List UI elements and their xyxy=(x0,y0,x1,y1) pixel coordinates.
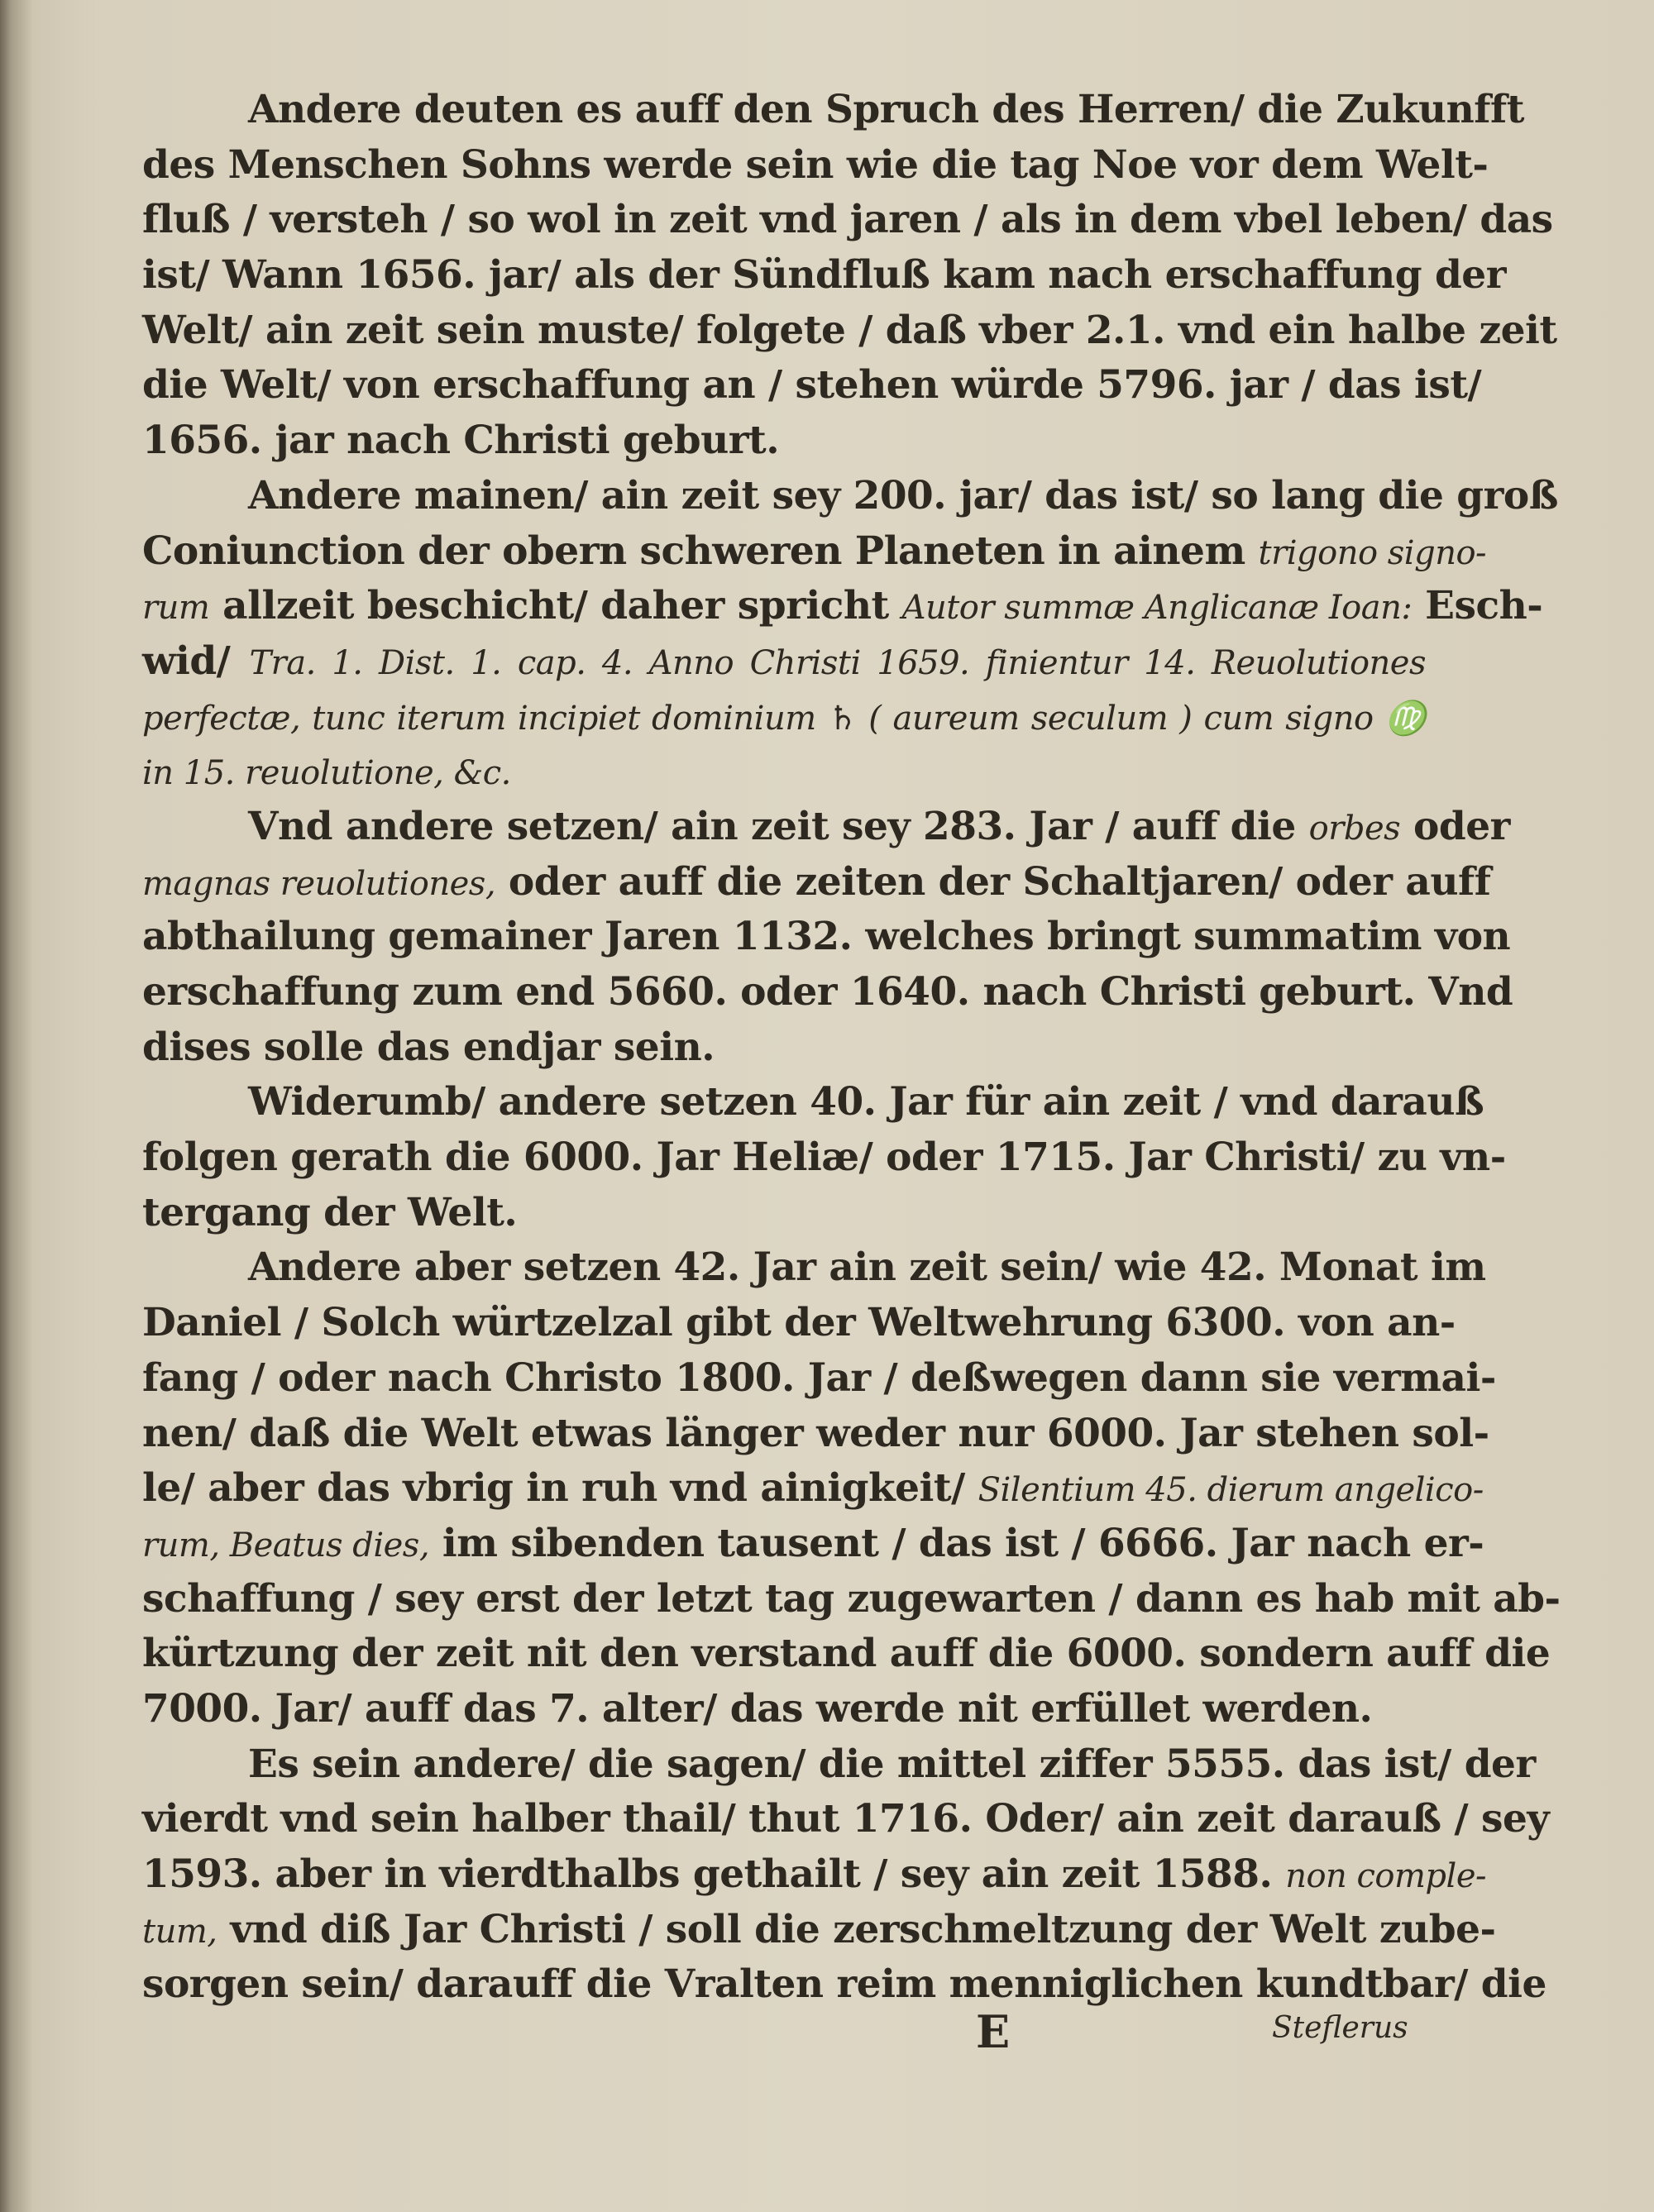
german-text: fang / oder nach Christo 1800. Jar / deßwegen dann sie vermai- xyxy=(142,1354,1496,1401)
text-line xyxy=(142,1572,1561,1627)
german-text: 7000. Jar/ auff das 7. alter/ das werde nit erfüllet werden. xyxy=(142,1685,1373,1732)
german-text: erschaffung zum end 5660. oder 1640. nach Christi geburt. Vnd xyxy=(142,969,1513,1015)
text-line xyxy=(142,413,1426,469)
latin-text: trigono signo- xyxy=(1258,533,1487,572)
text-line xyxy=(142,910,1511,965)
text-line xyxy=(142,1737,1536,1793)
german-text: die Welt/ von erschaffung an / stehen würde 5796. jar / das ist/ xyxy=(142,362,1482,408)
german-text: des Menschen Sohns werde sein wie die tag Noe vor dem Welt- xyxy=(142,141,1489,188)
latin-text: Silentium 45. dierum angelico- xyxy=(978,1471,1484,1510)
text-line xyxy=(142,855,1491,910)
german-text: vnd diß Jar Christi / soll die zerschmeltzung der Welt zube- xyxy=(217,1906,1496,1952)
latin-text: perfectæ, tunc iterum incipiet dominium ♄ ( aureum seculum ) cum signo ♍ xyxy=(142,699,1426,738)
text-line xyxy=(142,1461,1484,1517)
text-line xyxy=(142,303,1557,359)
text-line xyxy=(142,579,1543,634)
text-line xyxy=(142,690,1426,745)
text-line xyxy=(142,1903,1496,1958)
german-text: Welt/ ain zeit sein muste/ folgete / daß vber 2.1. vnd ein halbe zeit xyxy=(142,307,1557,353)
catchword: Steflerus xyxy=(1272,2011,1408,2045)
latin-text: non comple- xyxy=(1285,1857,1487,1895)
german-text: tergang der Welt. xyxy=(142,1189,518,1235)
german-text: 1656. jar nach Christi geburt. xyxy=(142,418,780,464)
german-text: Andere aber setzen 42. Jar ain zeit sein/ wie 42. Monat im xyxy=(248,1245,1486,1291)
signature-mark: E xyxy=(976,2005,1011,2058)
text-line xyxy=(142,1186,1426,1241)
german-text: fluß / versteh / so wol in zeit vnd jaren / als in dem vbel leben/ das xyxy=(142,197,1553,243)
text-line xyxy=(142,138,1489,193)
text-line xyxy=(142,1407,1489,1462)
latin-text: in 15. reuolutione, &c. xyxy=(142,754,511,793)
german-text: folgen gerath die 6000. Jar Heliæ/ oder 1715. Jar Christi/ zu vn- xyxy=(142,1135,1506,1181)
text-line xyxy=(142,1627,1551,1682)
text-line xyxy=(142,1075,1484,1130)
text-line xyxy=(142,634,1426,690)
german-text: Coniunction der obern schweren Planeten in ainem xyxy=(142,528,1259,574)
german-text: nen/ daß die Welt etwas länger weder nur 6000. Jar stehen sol- xyxy=(142,1410,1489,1456)
german-text: schaffung / sey erst der letzt tag zugewarten / dann es hab mit ab- xyxy=(142,1575,1561,1622)
text-line xyxy=(142,965,1513,1020)
german-text: oder auff die zeiten der Schaltjaren/ oder auff xyxy=(495,858,1491,905)
text-line xyxy=(142,1792,1550,1847)
text-line xyxy=(142,1847,1487,1903)
text-line xyxy=(142,1517,1484,1572)
german-text: kürtzung der zeit nit den verstand auff die 6000. sondern auff die xyxy=(142,1631,1551,1677)
text-line xyxy=(142,469,1558,524)
text-line xyxy=(142,1296,1456,1351)
german-text: 1593. aber in vierdthalbs gethailt / sey ain zeit 1588. xyxy=(142,1851,1286,1897)
text-line xyxy=(142,193,1553,248)
latin-text: Tra. 1. Dist. 1. cap. 4. Anno Christi 1659. finientur 14. Reuolutiones xyxy=(249,643,1426,682)
text-line xyxy=(142,83,1524,138)
german-text: le/ aber das vbrig in ruh vnd ainigkeit/ xyxy=(142,1465,978,1512)
text-body xyxy=(142,83,1561,2013)
text-line xyxy=(142,1957,1546,2013)
german-text: im sibenden tausent / das ist / 6666. Jar nach er- xyxy=(429,1520,1484,1566)
german-text: Esch- xyxy=(1412,583,1543,629)
german-text: vierdt vnd sein halber thail/ thut 1716. Oder/ ain zeit darauß / sey xyxy=(142,1796,1550,1842)
german-text: allzeit beschicht/ daher spricht xyxy=(209,583,902,629)
german-text: Es sein andere/ die sagen/ die mittel ziffer 5555. das ist/ der xyxy=(248,1741,1536,1787)
german-text: dises solle das endjar sein. xyxy=(142,1024,715,1070)
text-line xyxy=(142,1130,1506,1186)
text-line xyxy=(142,524,1487,580)
german-text: Andere mainen/ ain zeit sey 200. jar/ das ist/ so lang die groß xyxy=(248,472,1558,518)
text-line xyxy=(142,1240,1486,1296)
german-text: Andere deuten es auff den Spruch des Herren/ die Zukunfft xyxy=(248,87,1524,132)
latin-text: magnas reuolutiones, xyxy=(142,864,496,903)
text-line xyxy=(142,248,1506,303)
latin-text: Autor summæ Anglicanæ Ioan: xyxy=(901,589,1413,628)
text-line xyxy=(142,1351,1496,1407)
latin-text: rum, Beatus dies, xyxy=(142,1526,430,1565)
latin-text: rum xyxy=(142,589,210,628)
latin-text: tum, xyxy=(142,1912,218,1951)
german-text: sorgen sein/ darauff die Vralten reim menniglichen kundtbar/ die xyxy=(142,1961,1546,2008)
german-text: Daniel / Solch würtzelzal gibt der Weltwehrung 6300. von an- xyxy=(142,1300,1456,1346)
text-line xyxy=(142,800,1510,855)
german-text: ist/ Wann 1656. jar/ als der Sündfluß kam nach erschaffung der xyxy=(142,252,1506,299)
text-line xyxy=(142,358,1482,413)
german-text: Vnd andere setzen/ ain zeit sey 283. Jar / auff die xyxy=(248,803,1309,849)
german-text: abthailung gemainer Jaren 1132. welches bringt summatim von xyxy=(142,914,1511,960)
german-text: oder xyxy=(1400,803,1510,849)
text-line xyxy=(142,744,1426,800)
text-line xyxy=(142,1020,1426,1076)
german-text: Widerumb/ andere setzen 40. Jar für ain zeit / vnd darauß xyxy=(248,1079,1484,1125)
latin-text: orbes xyxy=(1308,809,1401,848)
german-text: wid/ xyxy=(142,638,250,684)
text-line xyxy=(142,1682,1426,1737)
